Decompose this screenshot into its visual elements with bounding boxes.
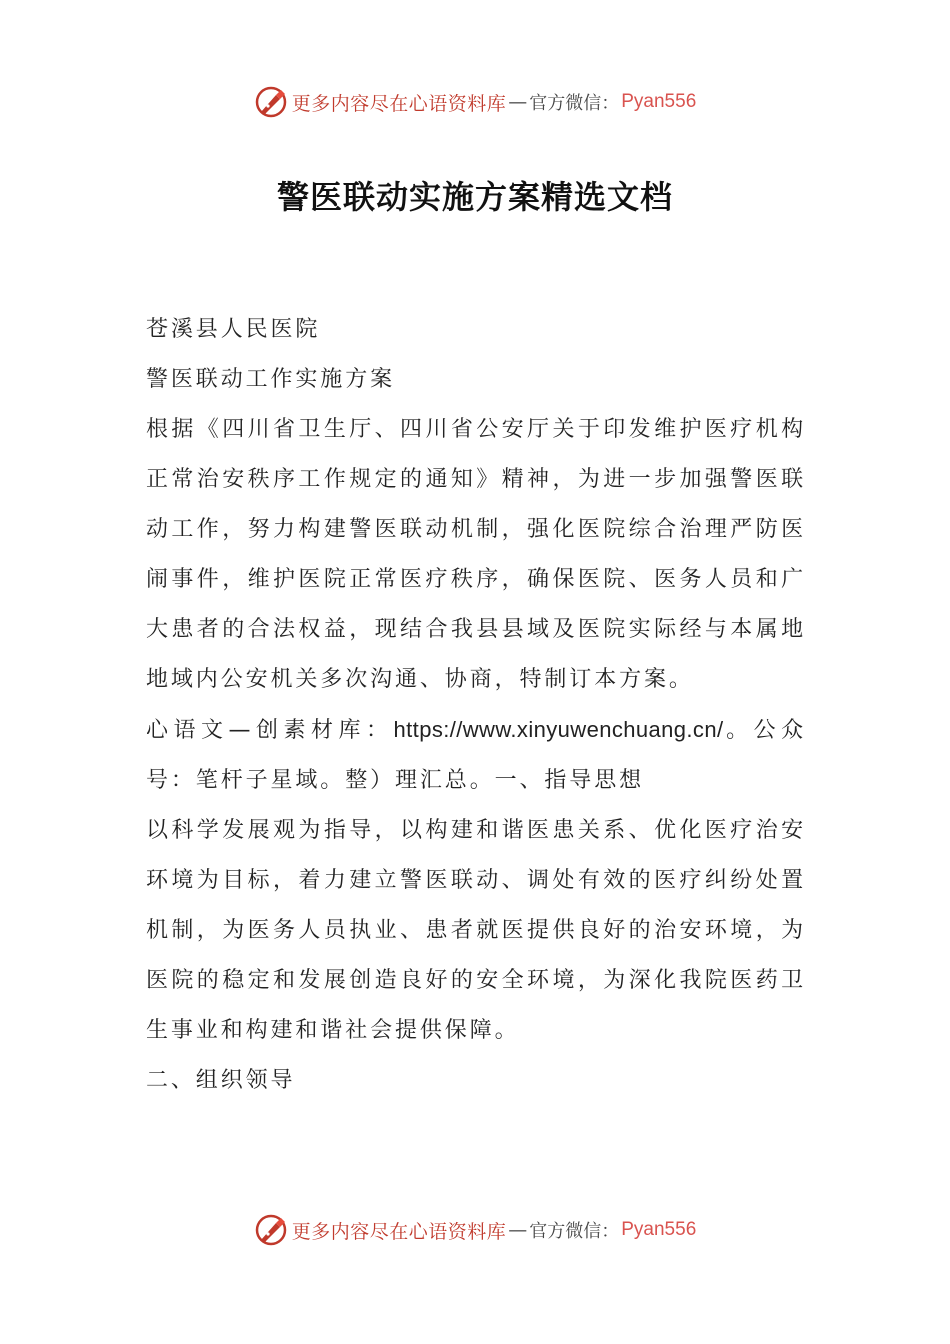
document-title: 警医联动实施方案精选文档 bbox=[276, 178, 673, 216]
document-body bbox=[146, 305, 806, 1106]
banner-official-label: 官方微信： bbox=[529, 93, 620, 114]
section-heading-organization: 二、组织领导 bbox=[146, 1068, 296, 1093]
banner-official-label: 官方微信： bbox=[529, 1221, 620, 1242]
header-banner bbox=[0, 82, 950, 122]
banner-separator: — bbox=[508, 1219, 528, 1241]
banner-wechat-id: Pyan556 bbox=[621, 91, 697, 112]
org-line: 苍溪县人民医院 bbox=[146, 317, 321, 342]
guiding-paragraph: 以科学发展观为指导，以构建和谐医患关系、优化医疗治安环境为目标，着力建立警医联动、调处有效的医疗纠纷处置机制，为医务人员执业、患者就医提供良好的治安环境，为医院的稳定和发展创造良好的安全环境，为深化我院医药卫生事业和构建和谐社会提供保障。 bbox=[146, 818, 806, 1043]
banner-text: 更多内容尽在心语资料库 bbox=[291, 1220, 507, 1243]
pen-nib-logo-icon bbox=[254, 85, 288, 119]
footer-banner bbox=[0, 1210, 950, 1250]
source-suffix: 。公众号：笔杆子星域。整）理汇总。一、指导思想 bbox=[146, 718, 806, 793]
source-prefix: 心语文—创素材库： bbox=[146, 718, 394, 743]
banner-text: 更多内容尽在心语资料库 bbox=[291, 92, 507, 115]
source-url: https://www.xinyuwenchuang.cn/ bbox=[393, 717, 724, 742]
pen-nib-logo-icon bbox=[254, 1213, 288, 1247]
plan-subtitle: 警医联动工作实施方案 bbox=[146, 367, 396, 392]
basis-paragraph: 根据《四川省卫生厅、四川省公安厅关于印发维护医疗机构正常治安秩序工作规定的通知》精神，为进一步加强警医联动工作，努力构建警医联动机制，强化医院综合治理严防医闹事件，维护医院正常医疗秩序，确保医院、医务人员和广大患者的合法权益，现结合我县县域及医院实际经与本属地地域内公安机关多次沟通、协商，特制订本方案。 bbox=[146, 417, 806, 692]
banner-wechat-id: Pyan556 bbox=[621, 1219, 697, 1240]
source-paragraph bbox=[146, 705, 806, 806]
banner-separator: — bbox=[508, 91, 528, 113]
